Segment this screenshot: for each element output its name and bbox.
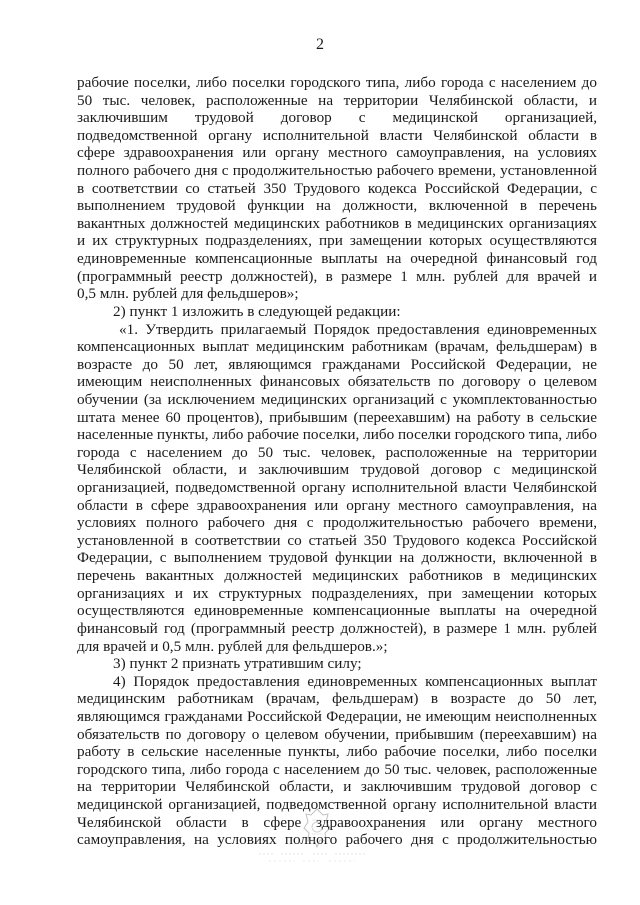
- text-line: рабочие поселки, либо поселки городского типа, либо города с населением до: [77, 74, 597, 91]
- text-line: штата менее 60 процентов), прибывшим (переехавшим) на работу в сельские: [77, 408, 597, 426]
- text-line: подведомственной органу исполнительной власти Челябинской области в: [77, 126, 597, 144]
- text-line: обязательств по договору о целевом обучении, прибывшим (переехавшим) на: [77, 725, 597, 743]
- text-line: медицинской организацией, подведомственной органу исполнительной власти: [77, 795, 597, 813]
- text-line: (программный реестр должностей), в размере 1 млн. рублей для врачей и: [77, 267, 597, 285]
- text-line: 4) Порядок предоставления единовременных компенсационных выплат: [113, 672, 597, 690]
- text-line: 2) пункт 1 изложить в следующей редакции:: [113, 302, 401, 320]
- text-line: для врачей и 0,5 млн. рублей для фельдшеров.»;: [77, 637, 388, 655]
- text-line: осуществляются единовременные компенсационные выплаты на очередной: [77, 602, 597, 620]
- text-line: в соответствии со статьей 350 Трудового кодекса Российской Федерации, с: [77, 179, 597, 197]
- text-line: финансовый год (программный реестр должностей), в размере 1 млн. рублей: [77, 619, 597, 637]
- text-line: Федерации, с выполнением трудовой функции на должности, включенной в: [77, 549, 597, 567]
- text-line: и их структурных подразделениях, при замещении которых осуществляются: [77, 232, 597, 250]
- text-line: медицинским работникам (врачам, фельдшерам) в возрасте до 50 лет,: [77, 690, 597, 708]
- stamp-lines: [255, 852, 375, 864]
- text-line: компенсационных выплат медицинским работникам (врачам, фельдшерам) в: [77, 338, 597, 356]
- text-line: установленной в соответствии со статьей 350 Трудового кодекса Российской: [77, 531, 597, 549]
- text-line: на территории Челябинской области, и заключившим трудовой договор с: [77, 778, 597, 796]
- text-line: 50 тыс. человек, расположенные на территории Челябинской области, и: [77, 91, 597, 109]
- text-line: области в сфере здравоохранения или органу местного самоуправления, на: [77, 496, 597, 514]
- text-line: 0,5 млн. рублей для фельдшеров»;: [77, 285, 299, 303]
- text-line: городского типа, либо города с населением до 50 тыс. человек, расположенные: [77, 760, 597, 778]
- text-line: города с населением до 50 тыс. человек, расположенные на территории: [77, 443, 597, 461]
- text-line: заключившим трудовой договор с медицинской организацией,: [77, 109, 597, 127]
- text-line: Челябинской области, и заключившим трудовой договор с медицинской: [77, 461, 597, 479]
- text-line: сфере здравоохранения или органу местного самоуправления, на условиях: [77, 144, 597, 162]
- text-line: выполнением трудовой функции на должности, включенной в перечень: [77, 197, 597, 215]
- text-line: являющимся гражданами Российской Федерации, не имеющим неисполненных: [77, 707, 597, 725]
- text-line: населенные пункты, либо рабочие поселки, либо поселки городского типа, либо: [77, 426, 597, 444]
- page-number: 2: [316, 36, 324, 53]
- text-line: 3) пункт 2 признать утратившим силу;: [113, 655, 362, 673]
- text-line: имеющим неисполненных финансовых обязательств по договору о целевом: [77, 373, 597, 391]
- text-line: обучении (за исключением медицинских организаций с укомплектованностью: [77, 390, 597, 408]
- emblem-seal: [300, 806, 334, 850]
- text-line: Челябинской области в сфере здравоохранения или органу местного: [77, 813, 597, 831]
- text-line: «1. Утвердить прилагаемый Порядок предоставления единовременных: [119, 320, 597, 338]
- text-line: условиях полного рабочего дня с продолжительностью рабочего времени,: [77, 514, 597, 532]
- text-line: единовременные компенсационные выплаты на очередной финансовый год: [77, 250, 597, 268]
- text-line: организациях и их структурных подразделениях, при замещении которых: [77, 584, 597, 602]
- text-line: полного рабочего дня с продолжительностью рабочего времени, установленной: [77, 162, 597, 180]
- text-line: перечень вакантных должностей медицинских работников в медицинских: [77, 567, 597, 585]
- text-line: работу в сельские населенные пункты, либо рабочие поселки, либо поселки: [77, 743, 597, 761]
- document-body: [77, 74, 597, 849]
- text-line: организацией, подведомственной органу исполнительной власти Челябинской: [77, 479, 597, 497]
- text-line: вакантных должностей медицинских работников в медицинских организациях: [77, 214, 597, 232]
- text-line: возрасте до 50 лет, являющимся гражданами Российской Федерации, не: [77, 355, 597, 373]
- text-line: самоуправления, на условиях полного рабочего дня с продолжительностью: [77, 831, 597, 849]
